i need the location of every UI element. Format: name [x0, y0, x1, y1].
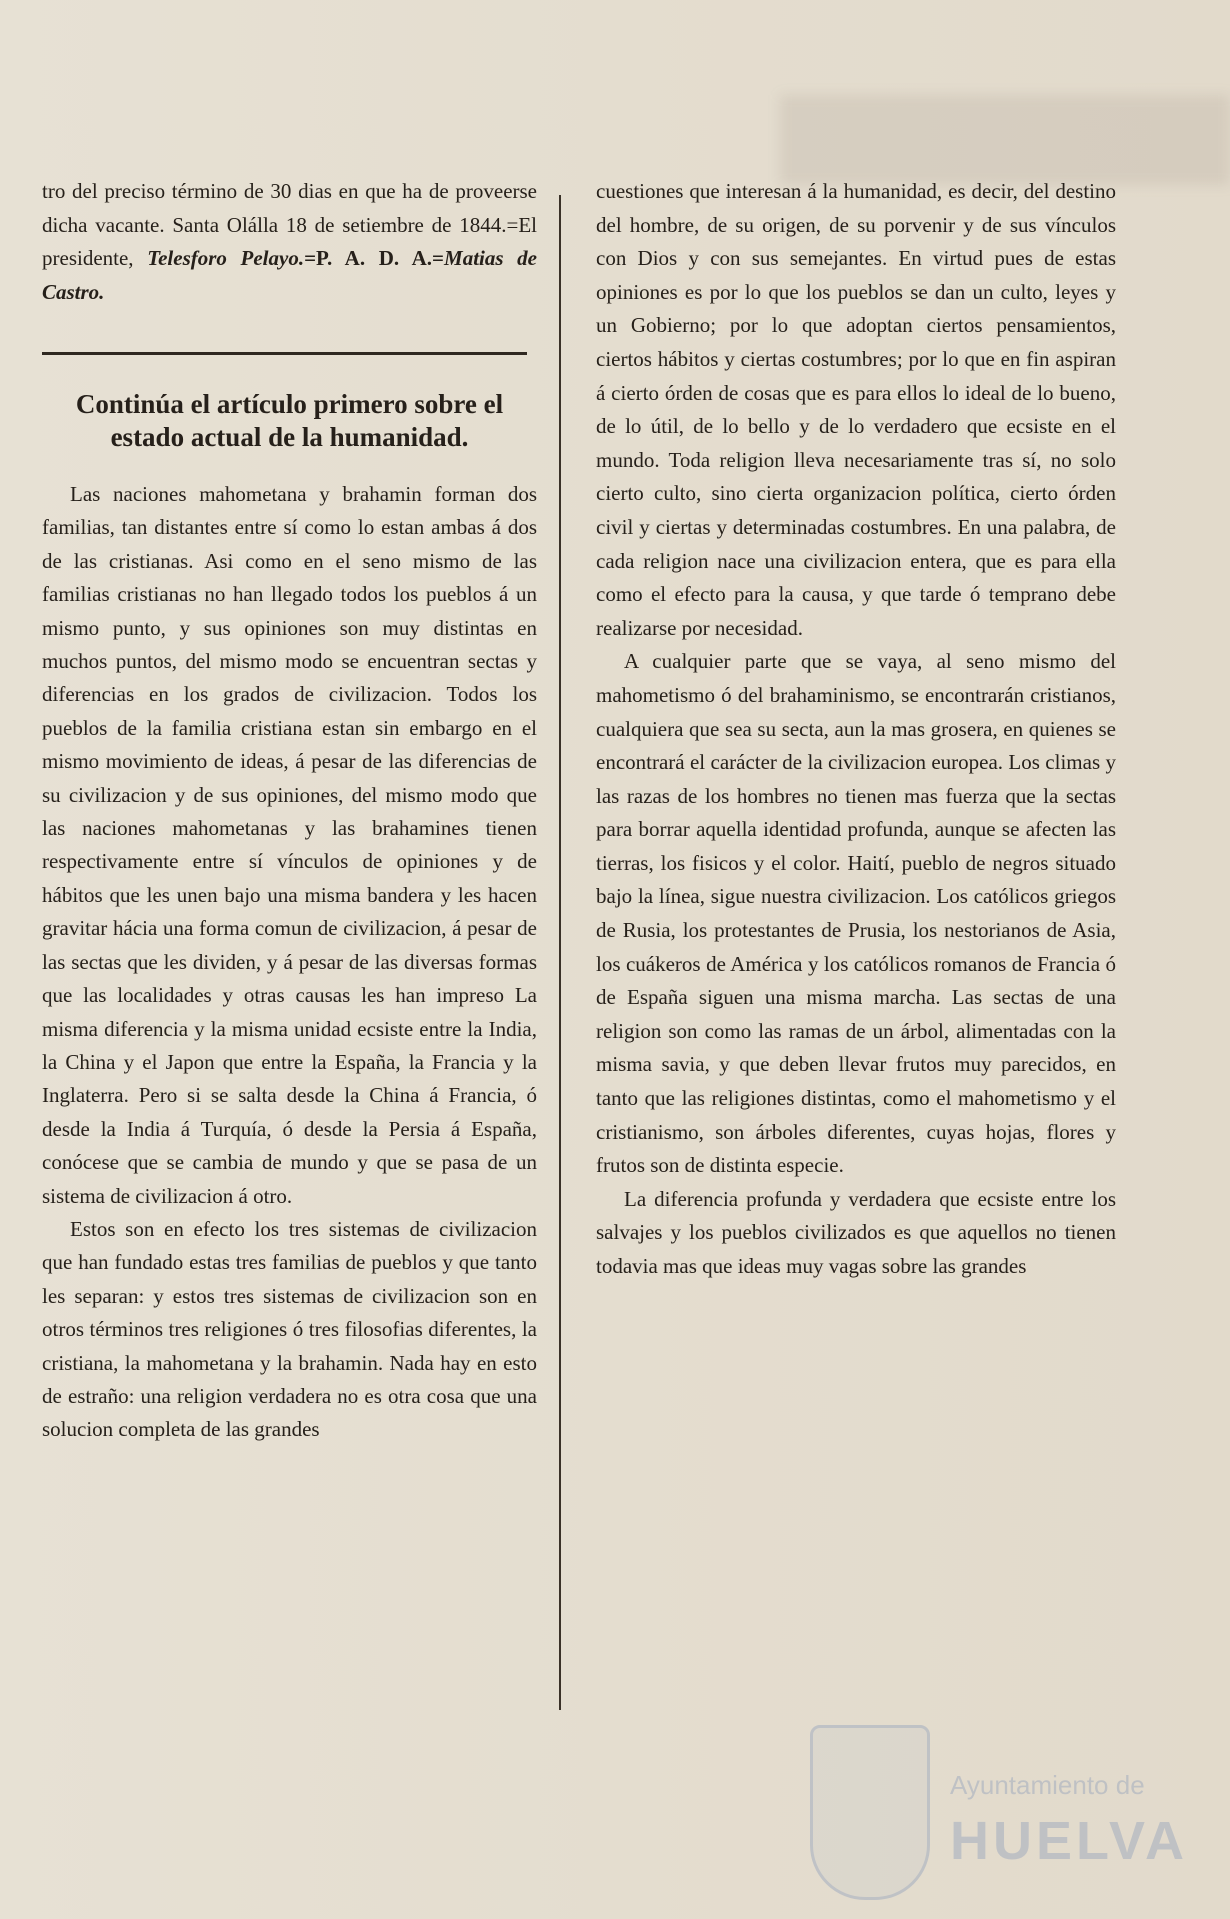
paragraph: Estos son en efecto los tres sistemas de civilizacion que han fundado estas tres familias de pueblos y que tanto les separan: y estos tres sistemas de civilizacion son en otros términos tres religiones ó tres filosofias diferentes, la cristiana, la mahometana y la brahamin. Nada hay en esto de estraño: una religion verdadera no es otra cosa que una solucion completa de las grandes: [42, 1216, 537, 1442]
paragraph: La diferencia profunda y verdadera que ecsiste entre los salvajes y los pueblos civilizados es que aquellos no tienen todavia mas que ideas muy vagas sobre las grandes: [596, 1186, 1116, 1278]
intro-text: tro del preciso término de 30 dias en que ha de proveerse dicha vacante. Santa Olálla 18 de setiembre de 1844.=El presidente, Telesforo Pelayo.=P. A. D. A.=Matias de Castro.: [42, 179, 537, 304]
coat-of-arms-icon: [810, 1725, 930, 1900]
right-column-article: [596, 175, 1116, 1284]
paragraph: A cualquier parte que se vaya, al seno mismo del mahometismo ó del brahaminismo, se encontrarán cristianos, cualquiera que sea su secta, aun la mas grosera, en quienes se encontrará el carácter de la civilizacion europea. Los climas y las razas de los hombres no tienen mas fuerza que la sectas para borrar aquella identidad profunda, aunque se afecten las tierras, los fisicos y el color. Haití, pueblo de negros situado bajo la línea, sigue nuestra civilizacion. Los católicos griegos de Rusia, los protestantes de Prusia, los nestorianos de Asia, los cuákeros de América y los católicos romanos de Francia ó de España siguen una misma marcha. Las sectas de una religion son como las ramas de un árbol, alimentadas con la misma savia, y que deben llevar frutos muy parecidos, en tanto que las religiones distintas, como el mahometismo y el cristianismo, son árboles diferentes, cuyas hojas, flores y frutos son de distinta especie.: [596, 649, 1116, 1178]
signature-initials: =P. A. D. A.=: [304, 246, 445, 271]
left-column-article: [42, 478, 537, 1447]
paragraph: cuestiones que interesan á la humanidad, es decir, del destino del hombre, de su origen, de su porvenir y de sus vínculos con Dios y con sus semejantes. En virtud pues de estas opiniones es por lo que los pueblos se dan un culto, leyes y un Gobierno; por lo que adoptan ciertos pensamientos, ciertos hábitos y ciertas costumbres; por lo que en fin aspiran á cierto órden de cosas que es para ellos lo ideal de lo bueno, de lo útil, de lo bello y de lo verdadero que ecsiste en el mundo. Toda religion lleva necesariamente tras sí, no solo cierto culto, sino cierta organizacion política, cierto órden civil y ciertas y determinadas costumbres. En una palabra, de cada religion nace una civilizacion entera, que es para ella como el efecto para la causa, y que tarde ó temprano debe realizarse por necesidad.: [596, 179, 1116, 640]
section-rule: [42, 352, 527, 355]
left-column-intro: [42, 175, 537, 309]
column-divider: [559, 195, 561, 1710]
signature-name-1: Telesforo Pelayo.: [147, 246, 305, 271]
ink-bleed: [780, 95, 1230, 185]
archive-watermark: [810, 1725, 1188, 1900]
paragraph: Las naciones mahometana y brahamin forman dos familias, tan distantes entre sí como lo estan ambas á dos de las cristianas. Asi como en el seno mismo de las familias cristianas no han llegado todos los pueblos á un mismo punto, y sus opiniones son muy distintas en muchos puntos, del mismo modo se encuentran sectas y diferencias en los grados de civilizacion. Todos los pueblos de la familia cristiana estan sin embargo en el mismo movimiento de ideas, á pesar de las diferencias de su civilizacion y de sus opiniones, del mismo modo que las naciones mahometanas y las brahamines tienen respectivamente entre sí vínculos de opiniones y de hábitos que les unen bajo una misma bandera y les hacen gravitar hácia una forma comun de civilizacion, á pesar de las sectas que les dividen, y á pesar de las diversas formas que las localidades y otras causas les han impreso La misma diferencia y la misma unidad ecsiste entre la India, la China y el Japon que entre la España, la Francia y la Inglaterra. Pero si se salta desde la China á Francia, ó desde la India á Turquía, ó desde la Persia á España, conócese que se cambia de mundo y que se pasa de un sistema de civilizacion á otro.: [42, 482, 537, 1208]
signature-name-2: Matias de Castro.: [42, 246, 537, 304]
watermark-line1: Ayuntamiento de: [950, 1770, 1145, 1800]
watermark-line2: HUELVA: [950, 1811, 1188, 1871]
article-heading: Continúa el artículo primero sobre el estado actual de la humanidad.: [75, 389, 504, 452]
